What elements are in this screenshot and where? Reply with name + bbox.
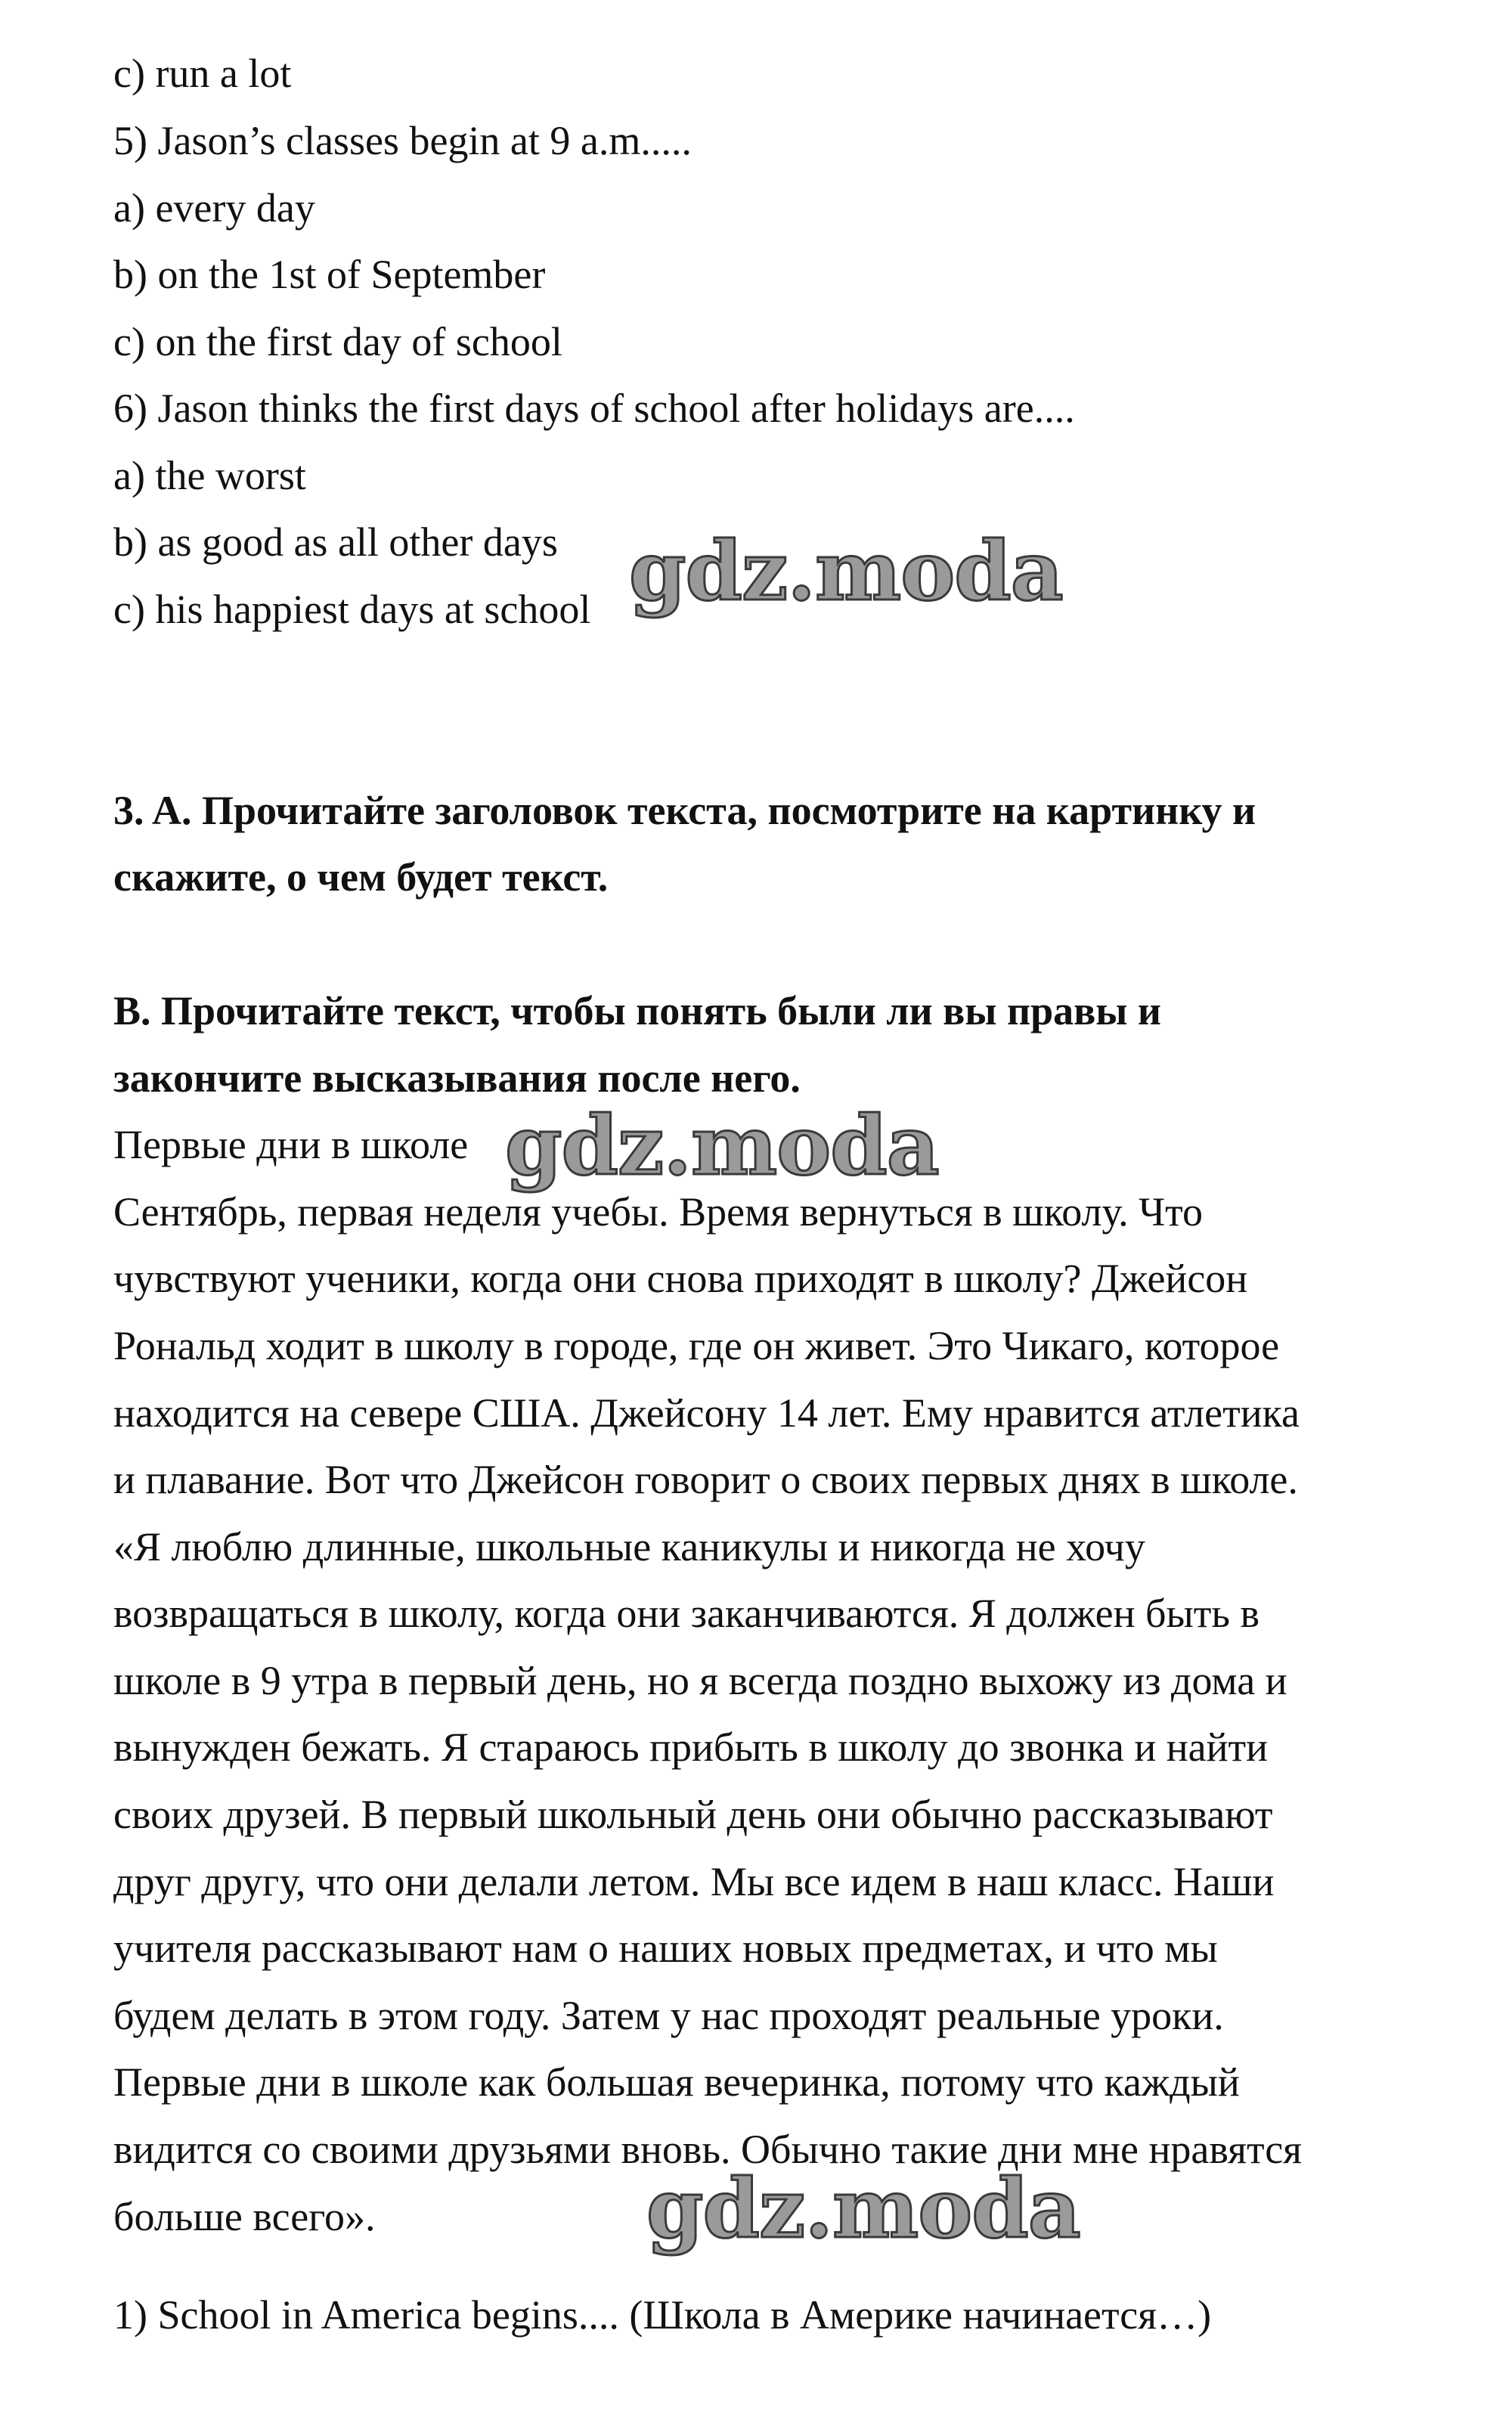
text-line: возвращаться в школу, когда они заканчиваются. Я должен быть в: [113, 1591, 1259, 1636]
text-line: Первые дни в школе как большая вечеринка, потому что каждый: [113, 2059, 1240, 2105]
text-line: Сентябрь, первая неделя учебы. Время вернуться в школу. Что: [113, 1189, 1204, 1235]
text-title: Первые дни в школе: [113, 1122, 469, 1167]
option-line: c) on the first day of school: [113, 319, 562, 364]
text-line: находится на севере США. Джейсону 14 лет. Ему нравится атлетика: [113, 1390, 1300, 1436]
text-line: своих друзей. В первый школьный день они обычно рассказывают: [113, 1792, 1273, 1837]
task-3a-heading: 3. A. Прочитайте заголовок текста, посмотрите на картинку и: [113, 788, 1256, 833]
task-3b-heading: закончите высказывания после него.: [113, 1055, 801, 1101]
text-line: видится со своими друзьями вновь. Обычно такие дни мне нравятся: [113, 2127, 1303, 2172]
watermark: gdz.moda: [505, 1098, 939, 1194]
task-3b-heading: B. Прочитайте текст, чтобы понять были ли вы правы и: [113, 988, 1162, 1033]
text-line: друг другу, что они делали летом. Мы все идем в наш класс. Наши: [113, 1859, 1275, 1904]
text-line: больше всего».: [113, 2194, 376, 2239]
option-line: c) run a lot: [113, 51, 292, 96]
option-line: b) as good as all other days: [113, 519, 558, 565]
option-line: a) the worst: [113, 453, 306, 498]
text-line: школе в 9 утра в первый день, но я всегда поздно выхожу из дома и: [113, 1658, 1287, 1703]
question-line: 6) Jason thinks the first days of school after holidays are....: [113, 386, 1075, 431]
text-line: чувствуют ученики, когда они снова приходят в школу? Джейсон: [113, 1256, 1248, 1301]
question-line: 1) School in America begins.... (Школа в Америке начинается…): [113, 2292, 1212, 2338]
option-line: b) on the 1st of September: [113, 252, 546, 297]
option-line: a) every day: [113, 185, 315, 231]
text-line: учителя рассказывают нам о наших новых предметах, и что мы: [113, 1926, 1218, 1971]
option-line: c) his happiest days at school: [113, 587, 591, 632]
text-line: «Я люблю длинные, школьные каникулы и никогда не хочу: [113, 1524, 1145, 1569]
watermark: gdz.moda: [629, 524, 1063, 619]
watermark: gdz.moda: [646, 2161, 1080, 2257]
text-line: и плавание. Вот что Джейсон говорит о своих первых днях в школе.: [113, 1457, 1298, 1502]
text-line: вынужден бежать. Я стараюсь прибыть в школу до звонка и найти: [113, 1724, 1269, 1770]
question-line: 5) Jason’s classes begin at 9 a.m.....: [113, 118, 692, 163]
text-line: будем делать в этом году. Затем у нас проходят реальные уроки.: [113, 1993, 1224, 2038]
task-3a-heading: скажите, о чем будет текст.: [113, 854, 609, 900]
text-line: Рональд ходит в школу в городе, где он живет. Это Чикаго, которое: [113, 1323, 1280, 1368]
